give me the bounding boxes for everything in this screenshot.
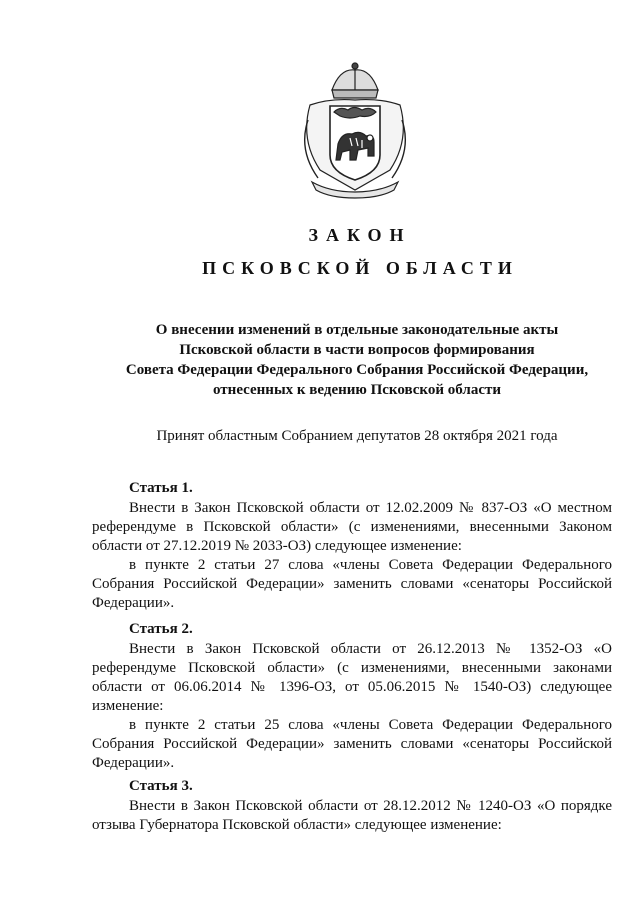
article-heading: Статья 1. (129, 480, 193, 496)
subject-line: Псковской области в части вопросов формирования (179, 342, 535, 358)
law-subject (92, 320, 622, 400)
article-paragraph: Внести в Закон Псковской области от 28.12.2012 № 1240-ОЗ «О порядке отзыва Губернатора Псковской области» следующее изменение: (92, 798, 612, 833)
law-title: ЗАКОН (308, 225, 412, 245)
article-heading: Статья 3. (129, 778, 193, 794)
article-paragraph: Внести в Закон Псковской области от 12.02.2009 № 837-ОЗ «О местном референдуме в Псковской области» (с изменениями, внесенными Законом области от 27.12.2019 № 2033-ОЗ) следующее изменение: (92, 500, 612, 554)
article-2 (92, 620, 612, 773)
adoption-note: Принят областным Собранием депутатов 28 октября 2021 года (156, 428, 558, 444)
article-heading: Статья 2. (129, 621, 193, 637)
article-1 (92, 479, 612, 613)
article-paragraph: Внести в Закон Псковской области от 26.12.2013 № 1352-ОЗ «О референдуме Псковской области» (с изменениями, внесенными законами области от 06.06.2014 № 1396-ОЗ, от 05.06.2015 № 1540-ОЗ) следующее изменение: (92, 641, 612, 714)
coat-of-arms-icon (290, 60, 420, 200)
subject-line: Совета Федерации Федерального Собрания Российской Федерации, (125, 362, 589, 378)
article-paragraph: в пункте 2 статьи 27 слова «члены Совета Федерации Федерального Собрания Российской Федерации» заменить словами «сенаторы Российской Федерации». (92, 557, 612, 611)
subject-line: О внесении изменений в отдельные законодательные акты (155, 322, 559, 338)
region-title: ПСКОВСКОЙ ОБЛАСТИ (202, 258, 518, 278)
article-paragraph: в пункте 2 статьи 25 слова «члены Совета Федерации Федерального Собрания Российской Федерации» заменить словами «сенаторы Российской Федерации». (92, 717, 612, 771)
article-3 (92, 777, 612, 835)
subject-line: отнесенных к ведению Псковской области (213, 382, 501, 398)
